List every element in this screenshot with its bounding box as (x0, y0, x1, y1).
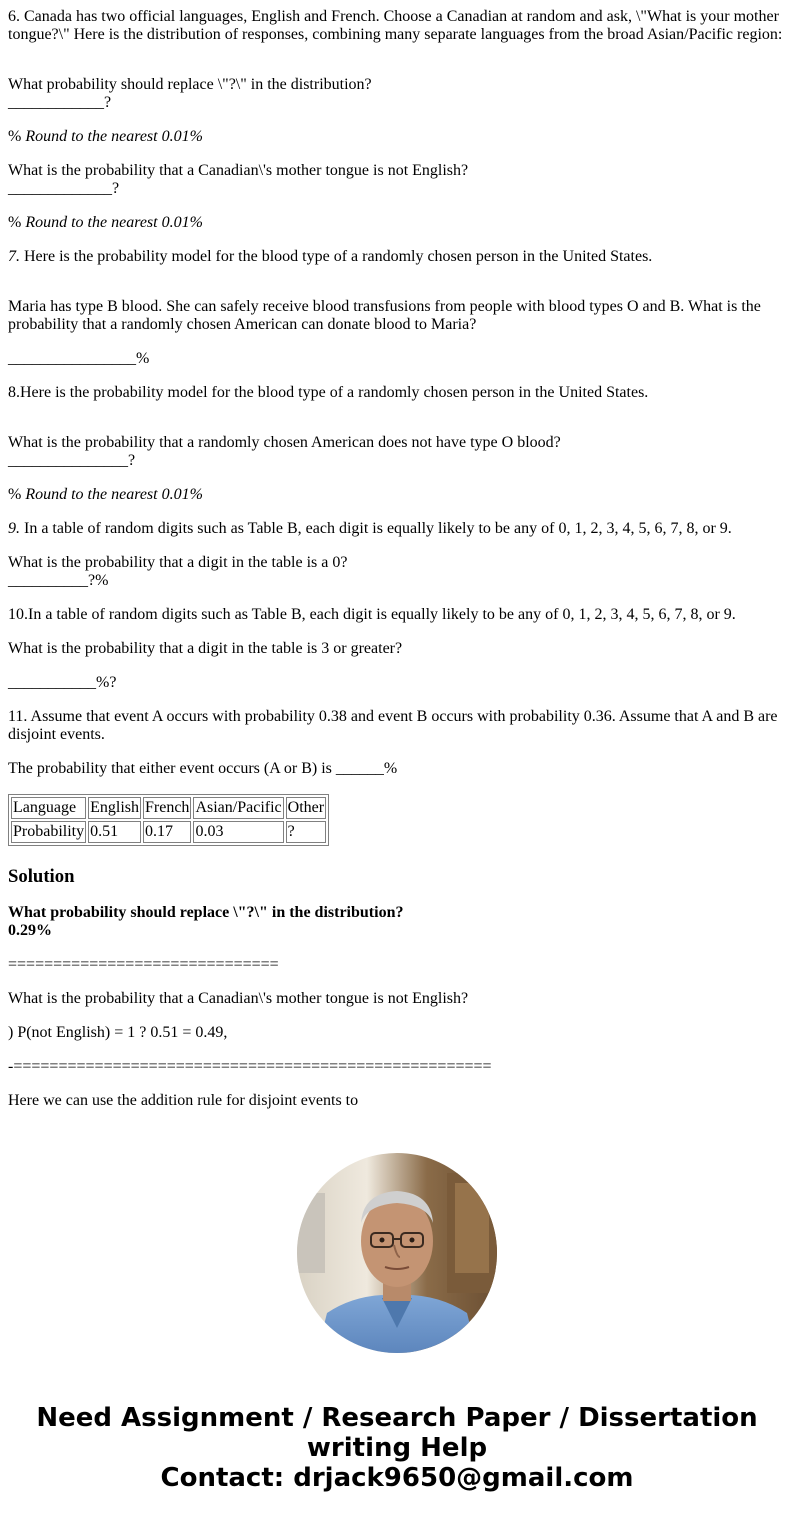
q6-blank2: _____________? (8, 180, 120, 197)
footer-line-1: Need Assignment / Research Paper / Dissertation (36, 1403, 758, 1433)
q6-blank1: ____________? (8, 94, 112, 111)
footer-banner (0, 1403, 794, 1493)
tutor-portrait-image (297, 1153, 497, 1353)
q6-round1-prefix: % (8, 128, 26, 145)
q7-question: Maria has type B blood. She can safely receive blood transfusions from people with blood types O and B. What is the probability that a randomly chosen American can donate blood to Maria? (8, 298, 761, 333)
q8-round-text: Round to the nearest 0.01% (25, 486, 203, 503)
q6-sub1: What probability should replace \"?\" in the distribution? (8, 76, 372, 93)
q8-question: What is the probability that a randomly chosen American does not have type O blood? (8, 434, 561, 451)
q9-intro-text: In a table of random digits such as Table B, each digit is equally likely to be any of 0, 1, 2, 3, 4, 5, 6, 7, 8, or 9. (20, 520, 732, 537)
q7-num: 7. (8, 248, 20, 265)
q6-sub2: What is the probability that a Canadian\'s mother tongue is not English? (8, 162, 469, 179)
q7-intro (8, 248, 786, 266)
q7-blank: ________________% (8, 350, 150, 367)
q11-question: The probability that either event occurs (A or B) is ______% (8, 760, 398, 777)
solution-bold-answer: 0.29% (8, 922, 52, 939)
q9-blank: __________?% (8, 572, 109, 589)
avatar (297, 1153, 497, 1353)
q6-round1-text: Round to the nearest 0.01% (25, 128, 203, 145)
q6-round2-prefix: % (8, 214, 26, 231)
q9-intro (8, 520, 786, 538)
table-cell: 0.17 (143, 821, 191, 843)
solution-separator-2: -===================================================== (8, 1058, 492, 1075)
q6-round2-text: Round to the nearest 0.01% (25, 214, 203, 231)
solution-heading: Solution (8, 866, 75, 887)
solution-answer-2: ) P(not English) = 1 ? 0.51 = 0.49, (8, 1024, 228, 1041)
q7-intro-text: Here is the probability model for the blood type of a randomly chosen person in the United States. (20, 248, 653, 265)
q6-round1 (8, 128, 786, 146)
footer-line-2: writing Help (306, 1433, 488, 1463)
table-cell: Probability (11, 821, 86, 843)
solution-question-2: What is the probability that a Canadian\'s mother tongue is not English? (8, 990, 469, 1007)
table-cell: Other (286, 797, 326, 819)
q6-round2 (8, 214, 786, 232)
table-cell: Language (11, 797, 86, 819)
table-cell: 0.51 (88, 821, 141, 843)
q9-num: 9. (8, 520, 20, 537)
table-cell: Asian/Pacific (193, 797, 283, 819)
q8-blank: _______________? (8, 452, 136, 469)
q10-blank: ___________%? (8, 674, 117, 691)
language-probability-table (8, 794, 329, 846)
q6-intro: 6. Canada has two official languages, English and French. Choose a Canadian at random and ask, \"What is your mother tongue?\" Here is the distribution of responses, combining many separate languages from the broad Asian/Pacific region: (8, 8, 783, 43)
table-cell: 0.03 (193, 821, 283, 843)
q10-question: What is the probability that a digit in the table is 3 or greater? (8, 640, 403, 657)
q11-intro: 11. Assume that event A occurs with probability 0.38 and event B occurs with probability 0.36. Assume that A and B are disjoint events. (8, 708, 778, 743)
table-cell: ? (286, 821, 326, 843)
table-header-row (11, 797, 326, 819)
table-cell: French (143, 797, 191, 819)
footer-contact: Contact: drjack9650@gmail.com (160, 1463, 634, 1493)
q10-intro: 10.In a table of random digits such as Table B, each digit is equally likely to be any of 0, 1, 2, 3, 4, 5, 6, 7, 8, or 9. (8, 606, 736, 623)
q8-intro: 8.Here is the probability model for the blood type of a randomly chosen person in the United States. (8, 384, 649, 401)
solution-note: Here we can use the addition rule for disjoint events to (8, 1092, 359, 1109)
q8-round-prefix: % (8, 486, 26, 503)
solution-bold-question: What probability should replace \"?\" in the distribution? (8, 904, 404, 921)
solution-separator-1: ============================== (8, 956, 279, 973)
table-row (11, 821, 326, 843)
q8-round (8, 486, 786, 504)
q9-question: What is the probability that a digit in the table is a 0? (8, 554, 348, 571)
table-cell: English (88, 797, 141, 819)
